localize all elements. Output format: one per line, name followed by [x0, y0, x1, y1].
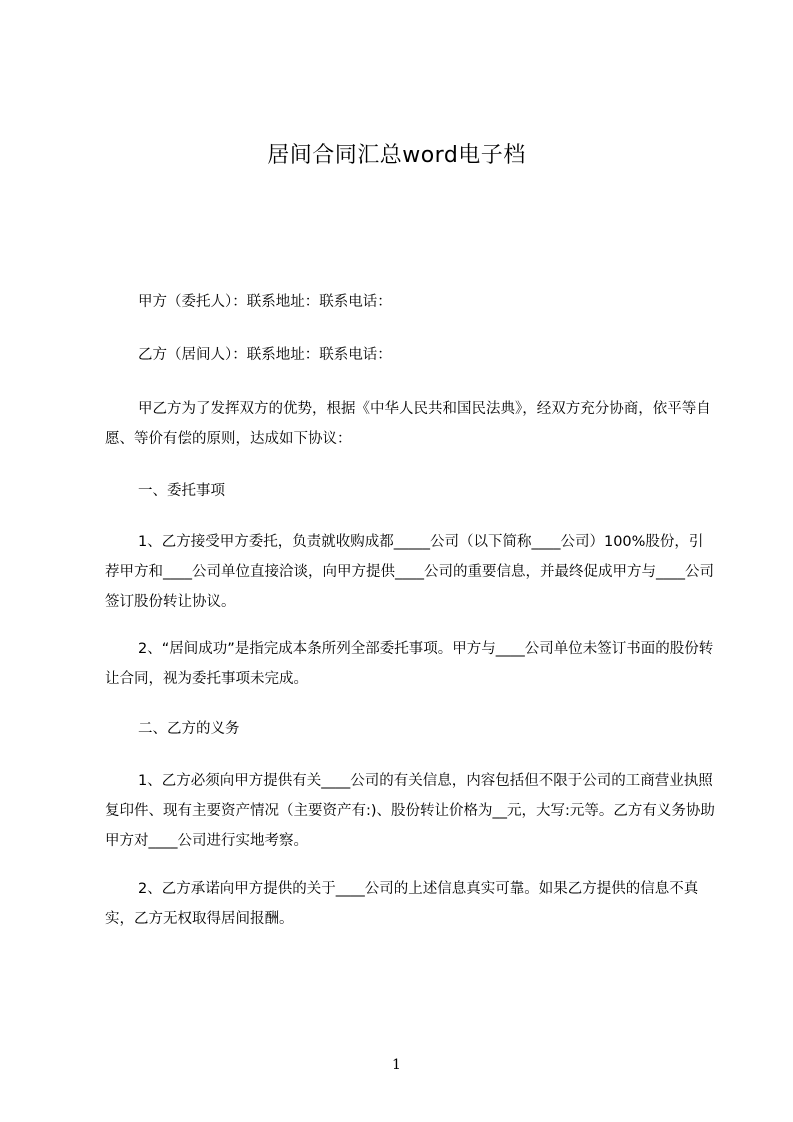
page-number: 1: [392, 1057, 401, 1073]
clause-1-2: 2、“居间成功”是指完成本条所列全部委托事项。甲方与____公司单位未签订书面的股份转让合同，视为委托事项未完成。: [105, 641, 714, 687]
clause-1-1: 1、乙方接受甲方委托，负责就收购成都_____公司（以下简称____公司）100%股份，引荐甲方和____公司单位直接洽谈，向甲方提供____公司的重要信息，并最终促成甲方与____公司签订股份转让协议。: [105, 534, 714, 610]
preamble-paragraph: 甲乙方为了发挥双方的优势，根据《中华人民共和国民法典》，经双方充分协商，依平等自愿、等价有偿的原则，达成如下协议：: [105, 401, 711, 447]
section-heading-1: 一、委托事项: [138, 483, 225, 499]
party-a-line: 甲方（委托人）：联系地址：联系电话：: [138, 294, 392, 310]
clause-2-1: 1、乙方必须向甲方提供有关____公司的有关信息，内容包括但不限于公司的工商营业执照复印件、现有主要资产情况（主要资产有:)、股份转让价格为__元，大写:元等。乙方有义务协助甲方对____公司进行实地考察。: [105, 773, 715, 849]
document-title: 居间合同汇总word电子档: [267, 143, 526, 168]
party-b-line: 乙方（居间人）：联系地址：联系电话：: [138, 347, 392, 363]
section-heading-2: 二、乙方的义务: [138, 721, 240, 737]
clause-2-2: 2、乙方承诺向甲方提供的关于____公司的上述信息真实可靠。如果乙方提供的信息不真实，乙方无权取得居间报酬。: [105, 881, 699, 927]
